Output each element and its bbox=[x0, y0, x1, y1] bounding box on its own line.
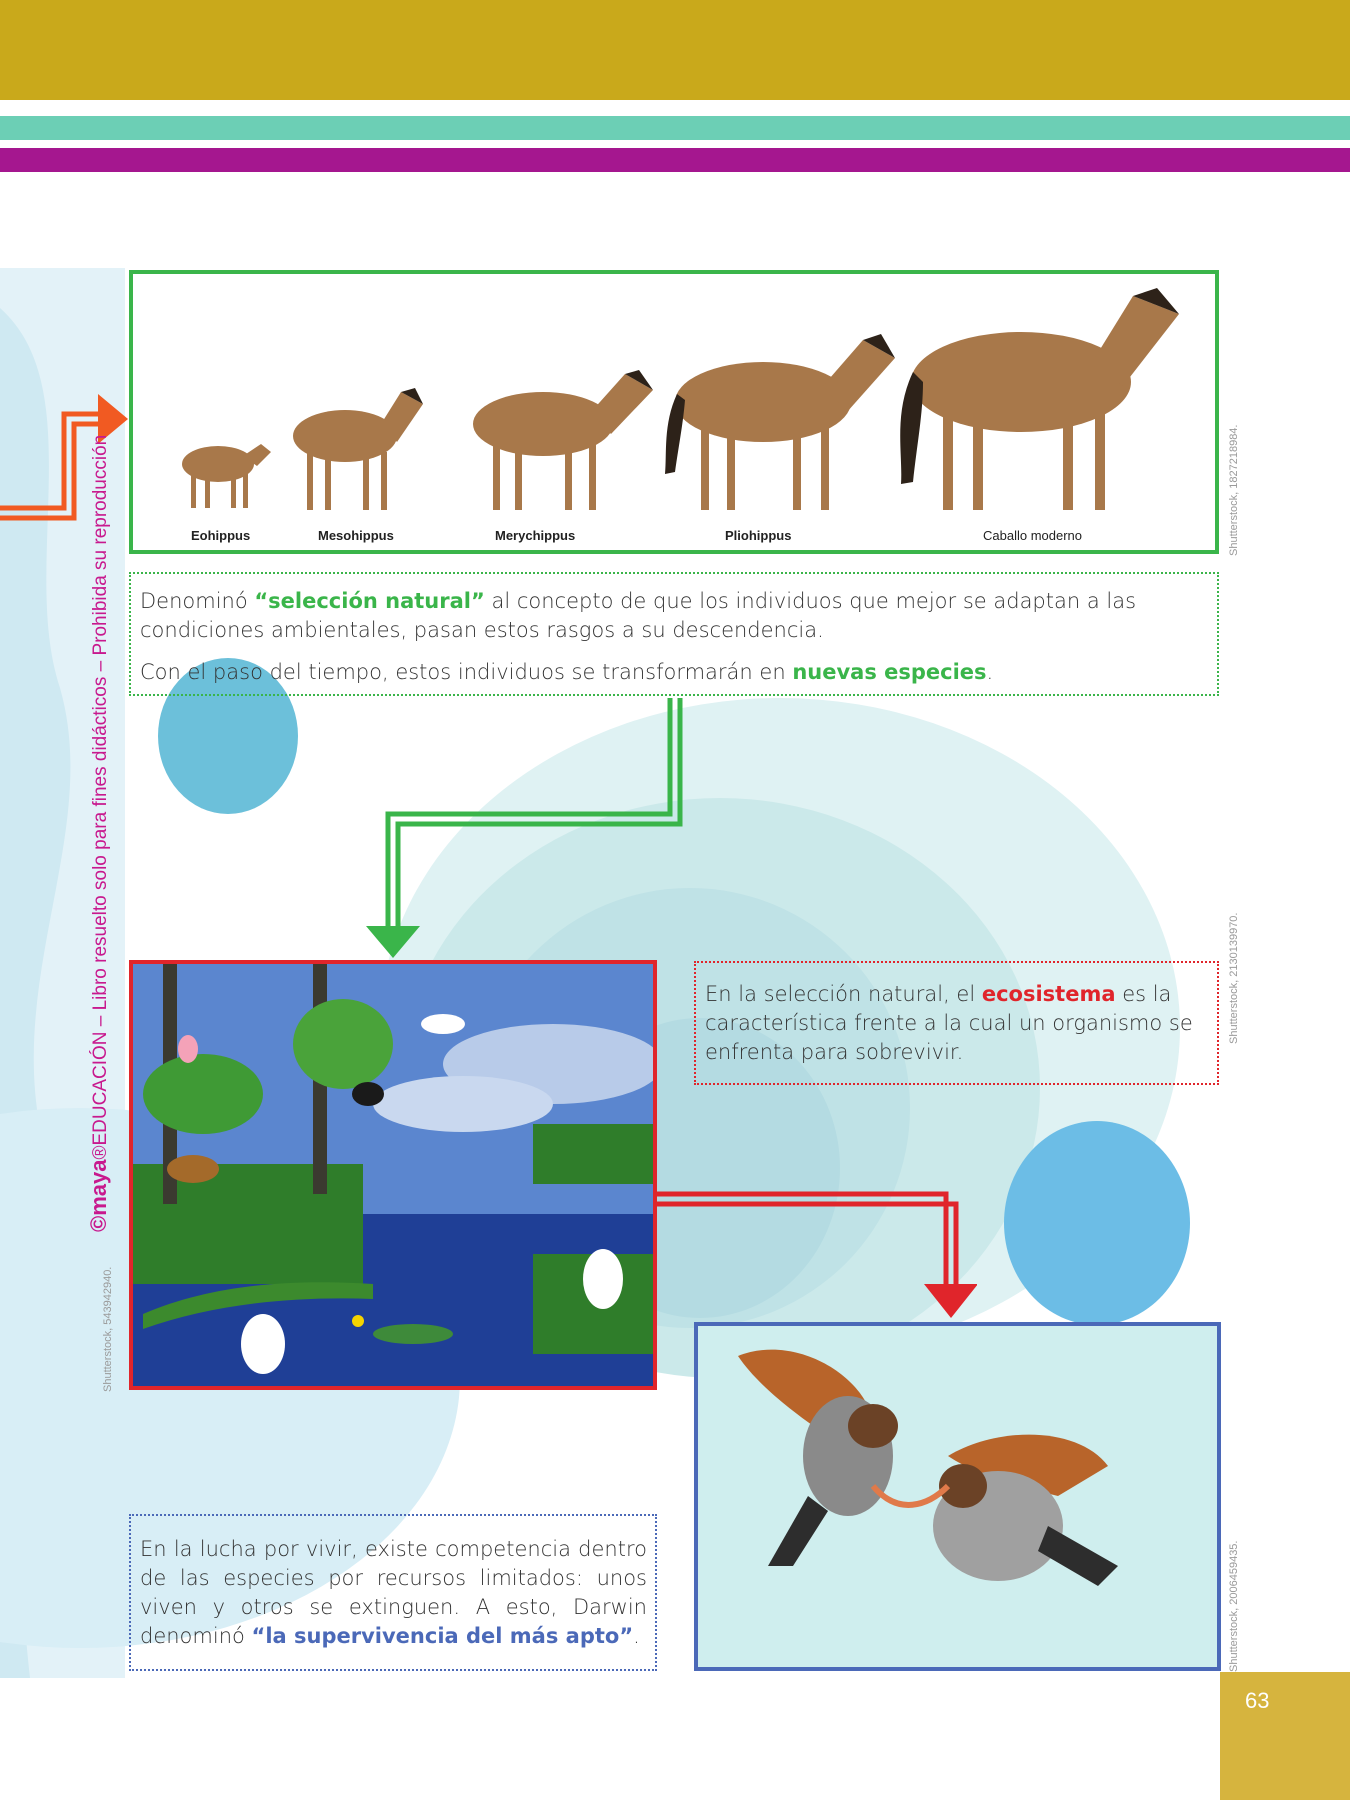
red-arrow bbox=[657, 1186, 977, 1324]
sparrows-illustration bbox=[694, 1322, 1221, 1671]
highlight-nuevas-especies: nuevas especies bbox=[792, 660, 987, 684]
top-gold-band bbox=[0, 0, 1350, 100]
side-watermark bbox=[86, 435, 112, 1232]
credit-swamp: Shutterstock, 543942940. bbox=[102, 1266, 114, 1392]
horse-illustrations bbox=[133, 274, 1215, 550]
highlight-seleccion-natural: “selección natural” bbox=[254, 589, 485, 613]
page-number: 63 bbox=[1245, 1688, 1270, 1713]
horse-label-eohippus: Eohippus bbox=[191, 528, 251, 543]
credit-ecosystem: Shutterstock, 2130139970. bbox=[1228, 912, 1240, 1044]
horse-label-modern: Caballo moderno bbox=[983, 528, 1083, 543]
horse-label-mesohippus: Mesohippus bbox=[318, 528, 394, 543]
ecosystem-illustration bbox=[129, 960, 657, 1390]
survival-paragraph: En la lucha por vivir, existe competencia dentro de las especies por recursos limitados: unos viven y otros se extinguen. A esto, Darwin denominó “la supervivencia del más apto”. bbox=[140, 1537, 647, 1648]
green-arrow bbox=[360, 698, 690, 962]
teal-band bbox=[0, 116, 1350, 140]
swamp-scene bbox=[133, 964, 653, 1386]
page-number-box bbox=[1220, 1672, 1350, 1800]
ecosystem-text-box bbox=[694, 961, 1219, 1085]
horse-label-merychippus: Merychippus bbox=[495, 528, 576, 543]
fighting-sparrows bbox=[698, 1326, 1217, 1667]
horse-label-pliohippus: Pliohippus bbox=[725, 528, 792, 543]
credit-sparrows: Shutterstock, 2006459435. bbox=[1228, 1540, 1240, 1672]
selection-paragraph-1: Denominó “selección natural” al concepto de que los individuos que mejor se adaptan a las condiciones ambientales, pasan estos rasgos a su descendencia. bbox=[140, 589, 1137, 642]
selection-paragraph-2: Con el paso del tiempo, estos individuos se transformarán en nuevas especies. bbox=[140, 660, 994, 684]
purple-band bbox=[0, 148, 1350, 172]
selection-text-box bbox=[129, 572, 1219, 696]
ecosystem-paragraph: En la selección natural, el ecosistema es la característica frente a la cual un organismo se enfrenta para sobrevivir. bbox=[705, 982, 1193, 1064]
watermark-text: ®EDUCACIÓN – Libro resuelto solo para fines didácticos – Prohibida su reproducción bbox=[90, 434, 111, 1160]
maya-brand: ©maya bbox=[86, 1159, 111, 1232]
survival-text-box bbox=[129, 1514, 657, 1671]
horse-evolution-figure bbox=[129, 270, 1219, 554]
highlight-supervivencia: “la supervivencia del más apto” bbox=[251, 1624, 634, 1648]
highlight-ecosistema: ecosistema bbox=[981, 982, 1116, 1006]
credit-horses: Shutterstock, 1827218984. bbox=[1228, 424, 1240, 556]
